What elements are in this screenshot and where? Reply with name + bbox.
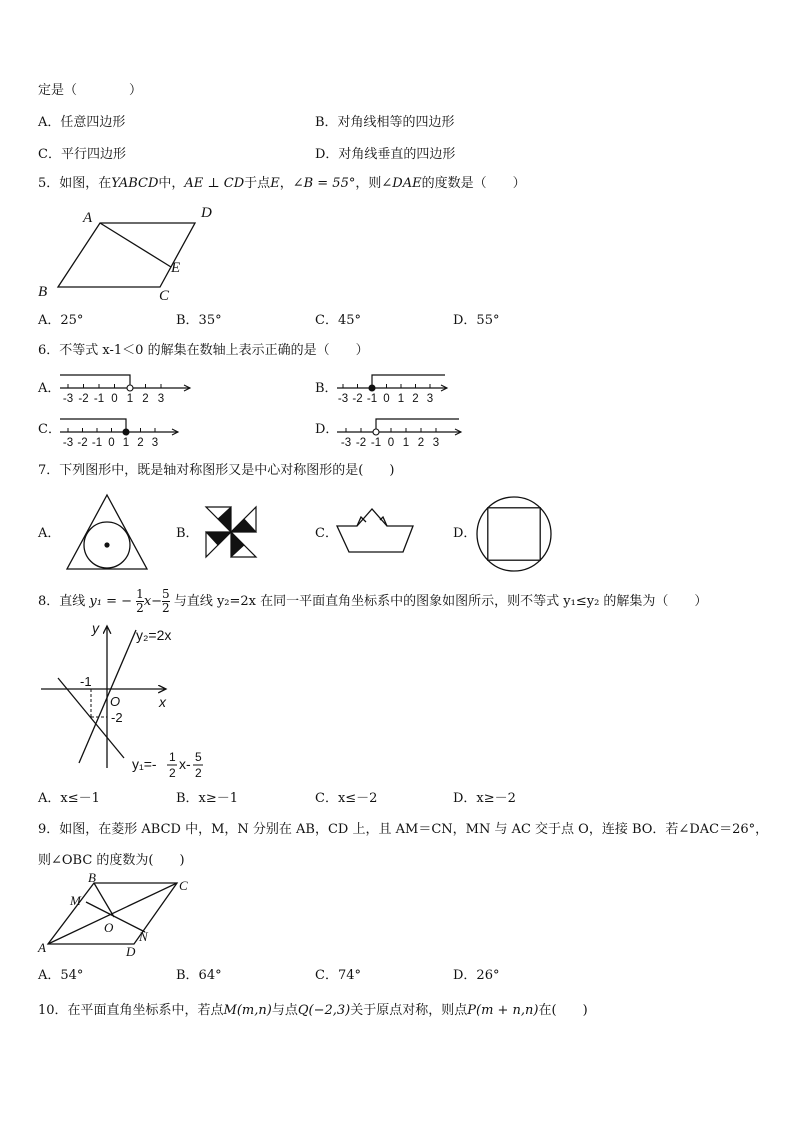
q10-point-m: M(m,n) <box>223 1003 272 1018</box>
number-line-tick-label: -1 <box>370 437 382 449</box>
number-line-tick-label: 2 <box>137 437 144 449</box>
q4-stem-tail: 定是（ ） <box>38 83 143 98</box>
number-line-tick-label: -3 <box>62 437 74 449</box>
q9-option-b: B．64° <box>176 968 222 983</box>
q9-label-m: M <box>70 893 81 908</box>
q5-point-e: E <box>270 176 280 191</box>
q5-stem-b: 中， <box>158 176 185 191</box>
q7-option-b: B． <box>176 526 199 541</box>
q5-option-c: C．45° <box>315 313 361 328</box>
q6-number-line-c <box>60 412 185 448</box>
q4-option-b: B．对角线相等的四边形 <box>315 115 455 130</box>
number-line-tick-label: 1 <box>126 393 134 405</box>
y1-label-prefix: y₁=- <box>132 756 157 772</box>
inscribed-square <box>488 508 540 560</box>
q8-stem-a: 8．直线 <box>38 594 86 609</box>
number-line-tick-label: 3 <box>151 437 159 449</box>
q8-y1: y₁ = − <box>89 594 133 609</box>
number-line-tick-label: -3 <box>340 437 352 449</box>
q10-stem <box>38 1002 588 1020</box>
number-line-tick-label: 1 <box>402 437 410 449</box>
open-point <box>127 385 133 391</box>
q8-option-a: A．x≤－1 <box>38 791 100 806</box>
closed-point <box>123 429 129 435</box>
y2-label: y₂=2x <box>136 627 172 643</box>
y1-frac1-den: 2 <box>169 766 176 780</box>
segment-mn <box>86 902 145 932</box>
q5-label-c: C <box>159 288 170 304</box>
tick-neg1: -1 <box>80 674 92 689</box>
q9-option-a: A．54° <box>38 968 84 983</box>
triangle-shape <box>67 495 147 569</box>
q9-stem-line1: 9．如图，在菱形 ABCD 中，M，N 分别在 AB，CD 上，且 AM＝CN，MN 与 AC 交于点 O，连接 BO．若∠DAC＝26°， <box>38 822 769 837</box>
number-line-tick-label: -3 <box>337 393 349 405</box>
number-line-tick-label: -1 <box>93 393 105 405</box>
q9-label-b: B <box>88 870 96 885</box>
q8-frac-2: $\frac{5}{2}$ <box>162 587 170 615</box>
q8-frac-1: $\frac{1}{2}$ <box>136 587 144 615</box>
y-axis-label: y <box>92 620 99 636</box>
q5-angle: ∠DAE <box>381 176 422 191</box>
q8-option-d: D．x≥－2 <box>453 791 516 806</box>
q4-option-d: D．对角线垂直的四边形 <box>315 147 456 162</box>
q4-option-c: C．平行四边形 <box>38 147 126 162</box>
number-line-tick-label: 3 <box>157 393 165 405</box>
q6-option-c: C． <box>38 422 61 437</box>
q7-stem: 7．下列图形中，既是轴对称图形又是中心对称图形的是( ) <box>38 463 395 478</box>
q6-stem: 6．不等式 x-1＜0 的解集在数轴上表示正确的是（ ） <box>38 343 369 358</box>
q7-option-d: D． <box>453 526 477 541</box>
q5-cond1: AE ⊥ CD <box>184 176 245 191</box>
q6-option-a: A． <box>38 381 61 396</box>
number-line-tick-label: 0 <box>383 393 390 405</box>
solution-ray <box>60 375 130 385</box>
number-line-tick-label: 1 <box>397 393 405 405</box>
q10-stem-b: 与点 <box>271 1003 298 1018</box>
segment-bo <box>94 883 114 917</box>
q10-point-q: Q(−2,3) <box>297 1003 351 1018</box>
q9-option-d: D．26° <box>453 968 500 983</box>
q8-option-c: C．x≤－2 <box>315 791 378 806</box>
number-line-tick-label: -3 <box>62 393 74 405</box>
q6-option-d: D． <box>315 422 339 437</box>
q6-option-b: B． <box>315 381 338 396</box>
q8-stem <box>38 588 707 615</box>
solution-ray <box>60 419 126 429</box>
q4-option-a: A．任意四边形 <box>38 115 126 130</box>
q5-stem-a: 5．如图，在 <box>38 176 112 191</box>
q9-label-o: O <box>104 920 114 935</box>
y1-frac2-num: 5 <box>195 750 202 764</box>
q5-cond2: ∠B = 55° <box>292 176 356 191</box>
q9-option-c: C．74° <box>315 968 361 983</box>
tick-neg2: -2 <box>111 710 123 725</box>
number-line-tick-label: -1 <box>91 437 103 449</box>
q6-number-line-b <box>337 368 452 404</box>
number-line-tick-label: -2 <box>77 437 88 449</box>
q9-label-n: N <box>139 929 148 944</box>
q10-point-p: P(m + n,n) <box>467 1003 539 1018</box>
q5-option-a: A．25° <box>38 313 84 328</box>
number-line-tick-label: 1 <box>122 437 130 449</box>
q9-label-d: D <box>126 944 136 959</box>
number-line-tick-label: -2 <box>78 393 89 405</box>
number-line-tick-label: -2 <box>355 437 367 449</box>
q8-option-b: B．x≥－1 <box>176 791 239 806</box>
q5-stem-c: 于点 <box>244 176 271 191</box>
number-line-tick-label: -1 <box>366 393 378 405</box>
number-line-tick-label: 2 <box>417 437 425 449</box>
number-line-tick-label: 3 <box>426 393 434 405</box>
q5-label-e: E <box>171 260 181 276</box>
number-line-tick-label: 0 <box>108 437 115 449</box>
q8-stem-b: 与直线 y₂=2x 在同一平面直角坐标系中的图象如图所示，则不等式 y₁≤y₂ 的解集为（ ） <box>173 594 708 609</box>
y1-label-mid: x- <box>179 756 191 772</box>
number-line-tick-label: 2 <box>412 393 419 405</box>
q5-parallelogram: YABCD <box>111 176 159 191</box>
origin-label: O <box>110 694 121 709</box>
q5-segment-ae <box>100 223 171 267</box>
q6-number-line-d <box>337 412 467 448</box>
number-line-tick-label: 3 <box>432 437 440 449</box>
q10-stem-c: 关于原点对称，则点 <box>350 1003 468 1018</box>
x-axis-label: x <box>159 694 166 710</box>
q5-option-b: B．35° <box>176 313 222 328</box>
q5-label-d: D <box>201 205 212 221</box>
q5-label-b: B <box>38 284 48 300</box>
q9-label-c: C <box>179 878 188 893</box>
q7-option-c: C． <box>315 526 338 541</box>
q9-stem-line2: 则∠OBC 的度数为( ) <box>38 853 185 868</box>
q5-stem-d: ， <box>279 176 293 191</box>
number-line-tick-label: -2 <box>352 393 363 405</box>
q6-number-line-a <box>60 368 195 404</box>
q8-x-minus: x− <box>143 594 163 609</box>
solution-ray <box>372 375 445 385</box>
q8-graph <box>36 618 216 783</box>
open-point <box>373 429 379 435</box>
q10-stem-a: 10．在平面直角坐标系中，若点 <box>38 1003 224 1018</box>
center-dot <box>104 542 109 547</box>
q9-rhombus-figure <box>34 872 209 962</box>
q7-figure-circle-square <box>474 494 554 574</box>
q7-figure-pinwheel <box>202 503 260 561</box>
solution-ray <box>376 419 459 429</box>
q5-option-d: D．55° <box>453 313 500 328</box>
q5-label-a: A <box>83 210 93 226</box>
q7-figure-triangle-circle <box>60 492 150 572</box>
number-line-tick-label: 2 <box>142 393 149 405</box>
q9-label-a: A <box>38 940 46 955</box>
q10-stem-d: 在( ) <box>538 1003 588 1018</box>
q7-option-a: A． <box>38 526 61 541</box>
number-line-tick-label: 0 <box>387 437 395 449</box>
q5-parallelogram-figure <box>30 200 230 305</box>
y1-frac2-den: 2 <box>195 766 202 780</box>
closed-point <box>369 385 375 391</box>
q7-figure-crown-boat <box>335 506 417 556</box>
q5-parallelogram-shape <box>58 223 195 287</box>
q5-stem-f: 的度数是（ ） <box>421 176 526 191</box>
q5-stem <box>38 175 526 193</box>
number-line-tick-label: 0 <box>111 393 118 405</box>
q5-stem-e: ，则 <box>355 176 382 191</box>
y1-frac1-num: 1 <box>169 750 176 764</box>
